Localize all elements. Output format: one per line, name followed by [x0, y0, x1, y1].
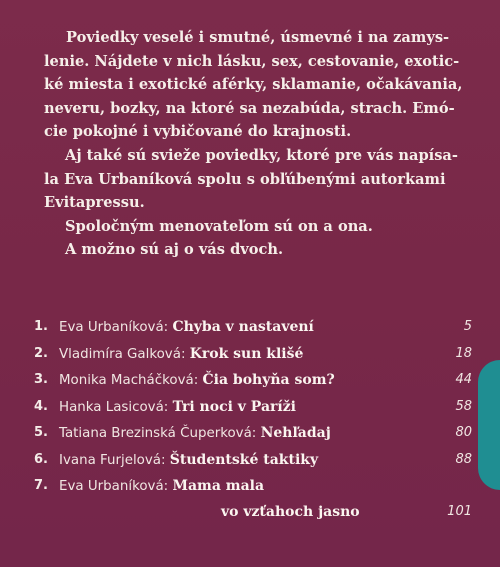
toc-number: 7.	[34, 478, 48, 493]
blurb-paragraph-2: Aj také sú svieže poviedky, ktoré pre vás napísa- la Eva Urbaníková spolu s obľúbenými autorkami Evitapressu.	[44, 146, 458, 212]
toc-page-number: 88	[455, 451, 472, 467]
toc-number: 2.	[34, 345, 48, 361]
table-of-contents	[34, 314, 474, 523]
toc-entry	[34, 341, 474, 368]
toc-page-number: 44	[455, 372, 472, 387]
toc-title: Mama mala	[172, 478, 265, 494]
blurb-paragraph-3: Spoločným menovateľom sú on a ona.	[65, 217, 373, 235]
toc-title: Študentské taktiky	[169, 451, 319, 468]
toc-page-number: 80	[455, 425, 472, 440]
toc-entry	[34, 367, 474, 394]
toc-title: Krok sun klišé	[189, 345, 304, 362]
toc-page-number: 18	[455, 345, 472, 361]
toc-title: Tri noci v Paríži	[172, 398, 296, 415]
toc-title-continued: vo vzťahoch jasno	[221, 504, 360, 520]
toc-title: Nehľadaj	[260, 425, 331, 441]
toc-title: Čia bohyňa som?	[202, 372, 335, 388]
toc-author: Eva Urbaníková: Mama mala vo vzťahoch jasno	[59, 473, 264, 501]
toc-page-number: 58	[455, 398, 472, 414]
toc-number: 4.	[34, 398, 48, 414]
toc-author: Ivana Furjelová: Študentské taktiky	[59, 451, 319, 468]
toc-page-number: 101	[447, 504, 472, 519]
toc-title: Chyba v nastavení	[172, 319, 314, 335]
toc-number: 1.	[34, 319, 48, 334]
toc-entry	[34, 473, 474, 523]
blurb-paragraph-4: A možno sú aj o vás dvoch.	[65, 241, 284, 259]
toc-number: 3.	[34, 372, 48, 387]
toc-entry	[34, 447, 474, 474]
decorative-teal-tab	[478, 360, 500, 490]
toc-author: Tatiana Brezinská Čuperková: Nehľadaj	[59, 425, 331, 441]
toc-author: Hanka Lasicová: Tri noci v Paríži	[59, 398, 296, 415]
blurb-paragraph-1: Poviedky veselé i smutné, úsmevné i na zamys- lenie. Nájdete v nich lásku, sex, cestovanie, exotic- ké miesta i exotické aférky, sklamanie, očakávania, neveru, bozky, na ktoré sa nezabúda, strach. Emó- cie pokojné i vybičované do krajnosti.	[44, 29, 463, 141]
toc-author: Monika Macháčková: Čia bohyňa som?	[59, 372, 335, 388]
toc-entry	[34, 420, 474, 447]
toc-number: 6.	[34, 451, 48, 467]
toc-entry	[34, 314, 474, 341]
toc-author: Vladimíra Galková: Krok sun klišé	[59, 345, 304, 362]
toc-page-number: 5	[463, 319, 472, 334]
blurb-text	[44, 26, 472, 262]
toc-entry	[34, 394, 474, 421]
toc-number: 5.	[34, 425, 48, 440]
toc-author: Eva Urbaníková: Chyba v nastavení	[59, 319, 314, 335]
